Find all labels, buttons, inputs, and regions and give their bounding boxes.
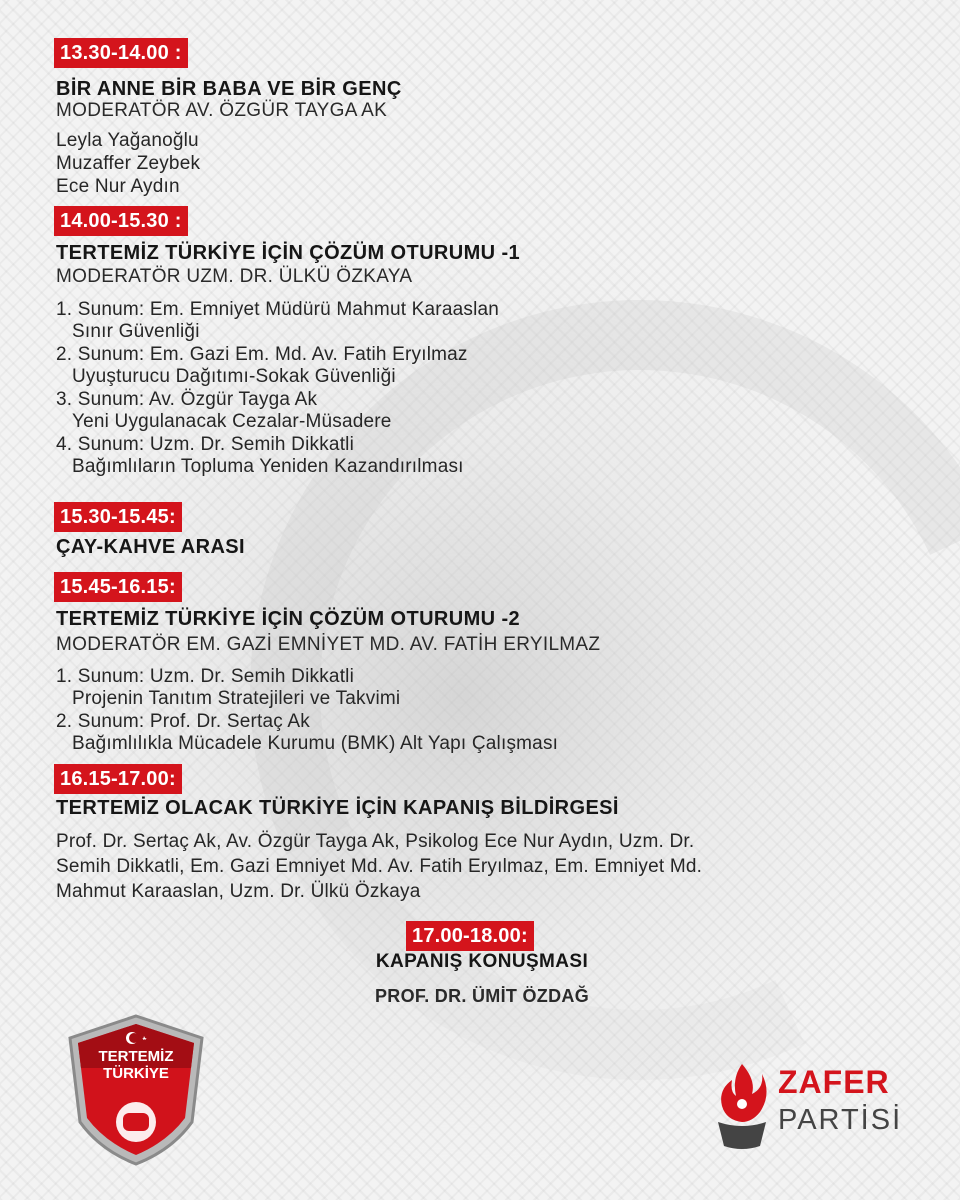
logo-text: TERTEMİZ TÜRKİYE — [98, 1048, 174, 1082]
time-badge: 13.30-14.00 : — [54, 38, 188, 68]
session-moderator: MODERATÖR UZM. DR. ÜLKÜ ÖZKAYA — [56, 266, 413, 287]
party-name: ZAFER — [778, 1064, 890, 1100]
participants-line: Semih Dikkatli, Em. Gazi Emniyet Md. Av. Fatih Eryılmaz, Em. Emniyet Md. — [56, 856, 703, 877]
presentation-item: 1. Sunum: Em. Emniyet Müdürü Mahmut Karaaslan — [56, 299, 500, 320]
session-title: ÇAY-KAHVE ARASI — [56, 536, 245, 558]
time-badge: 15.30-15.45: — [54, 502, 182, 532]
presentation-topic: Sınır Güvenliği — [72, 321, 200, 342]
session-title: KAPANIŞ KONUŞMASI — [375, 951, 589, 972]
presentation-item: 1. Sunum: Uzm. Dr. Semih Dikkatli — [56, 666, 355, 687]
participant: Leyla Yağanoğlu — [56, 130, 199, 151]
time-badge: 16.15-17.00: — [54, 764, 182, 794]
session-title: TERTEMİZ TÜRKİYE İÇİN ÇÖZÜM OTURUMU -1 — [56, 242, 521, 264]
participants-line: Prof. Dr. Sertaç Ak, Av. Özgür Tayga Ak, Psikolog Ece Nur Aydın, Uzm. Dr. — [56, 831, 695, 852]
participants-line: Mahmut Karaaslan, Uzm. Dr. Ülkü Özkaya — [56, 881, 421, 902]
presentation-topic: Projenin Tanıtım Stratejileri ve Takvimi — [72, 688, 401, 709]
presentation-topic: Bağımlıların Topluma Yeniden Kazandırılması — [72, 456, 464, 477]
session-moderator: MODERATÖR EM. GAZİ EMNİYET MD. AV. FATİH ERYILMAZ — [56, 634, 601, 655]
session-title: TERTEMİZ TÜRKİYE İÇİN ÇÖZÜM OTURUMU -2 — [56, 608, 521, 630]
presentation-item: 3. Sunum: Av. Özgür Tayga Ak — [56, 389, 318, 410]
shield-fist-icon — [62, 1010, 210, 1168]
zafer-partisi-logo — [712, 1060, 902, 1152]
presentation-topic: Bağımlılıkla Mücadele Kurumu (BMK) Alt Yapı Çalışması — [72, 733, 559, 754]
participant: Ece Nur Aydın — [56, 176, 180, 197]
closing-speaker: PROF. DR. ÜMİT ÖZDAĞ — [375, 986, 589, 1006]
party-sub: PARTİSİ — [778, 1104, 903, 1136]
session-moderator: MODERATÖR AV. ÖZGÜR TAYGA AK — [56, 100, 388, 121]
presentation-topic: Uyuşturucu Dağıtımı-Sokak Güvenliği — [72, 366, 396, 387]
time-badge: 17.00-18.00: — [406, 921, 534, 951]
time-badge: 14.00-15.30 : — [54, 206, 188, 236]
session-title: BİR ANNE BİR BABA VE BİR GENÇ — [56, 78, 402, 100]
participant: Muzaffer Zeybek — [56, 153, 201, 174]
session-title: TERTEMİZ OLACAK TÜRKİYE İÇİN KAPANIŞ BİLDİRGESİ — [56, 797, 619, 819]
presentation-item: 2. Sunum: Prof. Dr. Sertaç Ak — [56, 711, 310, 732]
presentation-topic: Yeni Uygulanacak Cezalar-Müsadere — [72, 411, 392, 432]
flame-hand-icon — [712, 1060, 772, 1152]
time-badge: 15.45-16.15: — [54, 572, 182, 602]
tertemiz-turkiye-logo — [62, 1010, 210, 1168]
presentation-item: 4. Sunum: Uzm. Dr. Semih Dikkatli — [56, 434, 355, 455]
presentation-item: 2. Sunum: Em. Gazi Em. Md. Av. Fatih Eryılmaz — [56, 344, 468, 365]
